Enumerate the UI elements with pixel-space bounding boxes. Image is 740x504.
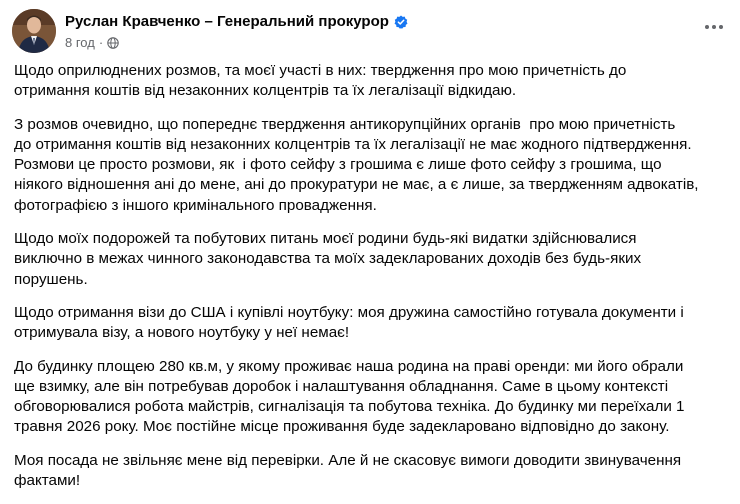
- author-name[interactable]: Руслан Кравченко – Генеральний прокурор: [65, 13, 389, 30]
- avatar[interactable]: [12, 9, 56, 53]
- post-meta: [65, 35, 119, 50]
- more-options-button[interactable]: [700, 15, 728, 39]
- post-header: [12, 9, 728, 57]
- verified-badge-icon: [394, 15, 408, 29]
- post-paragraph-2: З розмов очевидно, що попереднє твердження антикорупційних органів про мою причетність до отримання коштів від незаконних колцентрів та їх легалізації не має жодного підтвердження. Розмови це просто розмови, як і фото сейфу з грошима є лише фото сейфу з грошима, що ніякого відношення ані до мене, ані до прокуратури не має, а є лише, за твердженням адвокатів, фотографією з іншого кримінального провадження.: [14, 115, 699, 214]
- post-time[interactable]: 8 год: [65, 35, 95, 50]
- more-horizontal-icon: [704, 24, 724, 30]
- post-paragraph-3: Щодо моїх подорожей та побутових питань моєї родини будь-які видатки здійснювалися виключно в межах чинного законодавства та моїх задекларованих доходів без будь-яких порушень.: [14, 230, 642, 288]
- post-text: [14, 61, 730, 504]
- post-paragraph-6: Моя посада не звільняє мене від перевірки. Але й не скасовує вимоги доводити звинувачення фактами!: [14, 451, 682, 490]
- author-line: [65, 13, 408, 30]
- post-paragraph-1: Щодо оприлюднених розмов, та моєї участі в них: твердження про мою причетність до отримання коштів від незаконних колцентрів та їх легалізації відкидаю.: [14, 62, 627, 100]
- avatar-photo: [12, 9, 56, 53]
- post-paragraph-5: До будинку площею 280 кв.м, у якому проживає наша родина на праві оренди: ми його обрали ще взимку, але він потребував доробок і налаштування обладнання. Саме в цьому контексті обговорювалися робота майстрів, сигналізація та побутова техніка. До будинку ми переїхали 1 травня 2026 року. Моє постійне місце проживання буде задекларовано відповідно до закону.: [14, 357, 685, 436]
- globe-icon[interactable]: [107, 37, 119, 49]
- post-paragraph-4: Щодо отримання візи до США і купівлі ноутбуку: моя дружина самостійно готувала документи і отримувала візу, а нового ноутбуку у неї немає!: [14, 303, 684, 342]
- meta-separator: ·: [98, 35, 104, 50]
